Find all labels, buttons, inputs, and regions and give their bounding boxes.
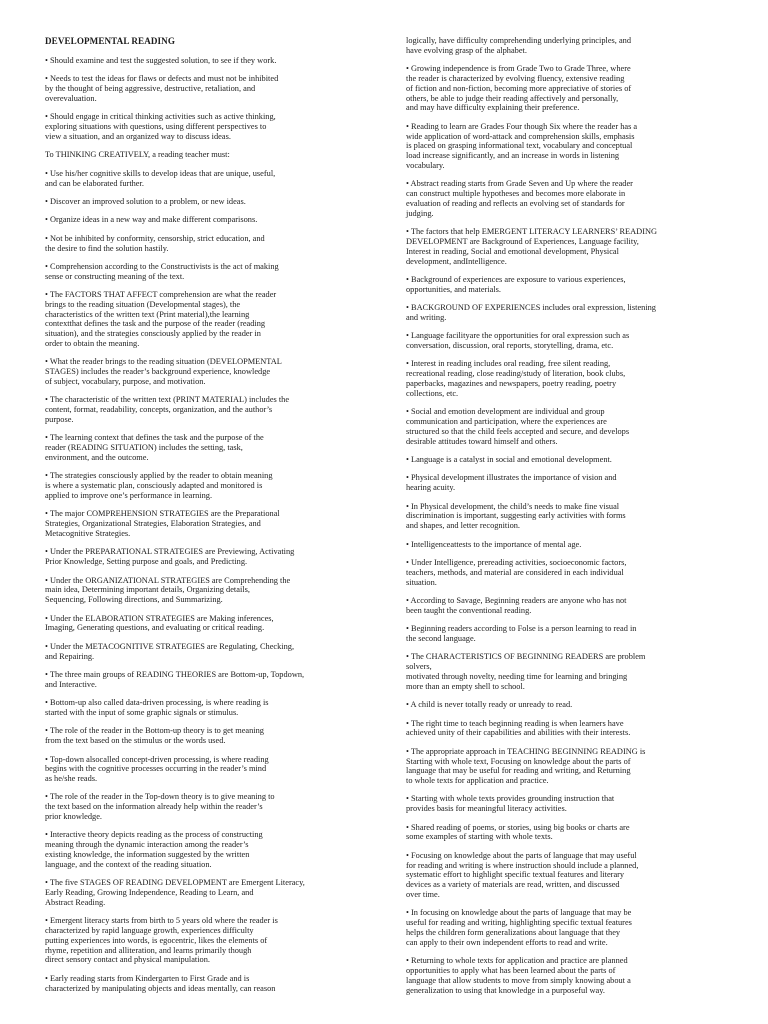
paragraph: • What the reader brings to the reading situation (DEVELOPMENTAL STAGES) includes the reader’s background experience, knowledge of subject, vocabulary, purpose, and motivation.: [45, 357, 282, 387]
paragraph: • Under Intelligence, prereading activities, socioeconomic factors, teachers, methods, and material are considered in each individual situation.: [406, 557, 627, 587]
paragraph: • Should engage in critical thinking activities such as active thinking, exploring situations with questions, using different perspectives to view a situation, and an organized way to discuss ideas.: [45, 112, 276, 141]
paragraph: • The characteristic of the written text (PRINT MATERIAL) includes the content, format, readability, concepts, organization, and the author’s purpose.: [45, 395, 290, 425]
paragraph: • Use his/her cognitive skills to develop ideas that are unique, useful, and can be elaborated further.: [45, 168, 276, 188]
paragraph: • Interactive theory depicts reading as the process of constructing meaning through the dynamic interaction among the reader’s existing knowledge, the information suggested by the written language, and the context of the reading situation.: [45, 830, 263, 869]
paragraph: • Should examine and test the suggested solution, to see if they work.: [45, 56, 277, 65]
paragraph: • Growing independence is from Grade Two to Grade Three, where the reader is characterized by evolving fluency, extensive reading of fiction and non-fiction, becoming more appreciative of stories of others, be able to judge their reading affectively and personally, and may have difficulty explaining their preference.: [406, 64, 632, 113]
right-column: [406, 36, 716, 1004]
paragraph: • Starting with whole texts provides grounding instruction that provides basis for meaningful literacy activities.: [406, 794, 615, 814]
paragraph: • Background of experiences are exposure to various experiences, opportunities, and materials.: [406, 274, 626, 294]
right-paragraph-list: [406, 36, 716, 995]
paragraph: • The role of the reader in the Bottom-up theory is to get meaning from the text based on the stimulus or the words used.: [45, 726, 264, 746]
paragraph: • Language facilityare the opportunities for oral expression such as conversation, discussion, oral reports, storytelling, drama, etc.: [406, 331, 630, 351]
paragraph: • Physical development illustrates the importance of vision and hearing acuity.: [406, 473, 617, 493]
paragraph: • Under the PREPARATIONAL STRATEGIES are Previewing, Activating Prior Knowledge, Setting purpose and goals, and Predicting.: [45, 547, 295, 567]
paragraph: • Under the METACOGNITIVE STRATEGIES are Regulating, Checking, and Repairing.: [45, 641, 295, 661]
paragraph: • Not be inhibited by conformity, censorship, strict education, and the desire to find the solution hastily.: [45, 233, 265, 253]
paragraph: • The FACTORS THAT AFFECT comprehension are what the reader brings to the reading situation (Developmental stages), the characteristics of the written text (Print material),the learning contextthat defines the task and the purpose of the reader (reading situation), and the strategies consciously applied by the reader in order to obtain the meaning.: [45, 290, 277, 349]
paragraph: • In Physical development, the child’s needs to make fine visual discrimination is important, suggesting early activities with forms and shapes, and letter recognition.: [406, 501, 626, 531]
paragraph: • Focusing on knowledge about the parts of language that may useful for reading and writing is where instruction should include a planned, systematic effort to highlight specific textual features and literary devices as a variety of materials are read, written, and discussed over time.: [406, 850, 639, 900]
paragraph: • Under the ORGANIZATIONAL STRATEGIES are Comprehending the main idea, Determining important details, Organizing details, Sequencing, Following directions, and Summarizing.: [45, 575, 291, 605]
paragraph: • Top-down alsocalled concept-driven processing, is where reading begins with the cognitive processes occurring in the reader’s mind as he/she reads.: [45, 754, 269, 784]
paragraph: • According to Savage, Beginning readers are anyone who has not been taught the conventional reading.: [406, 595, 627, 615]
paragraph: • Organize ideas in a new way and make different comparisons.: [45, 215, 258, 225]
paragraph: • The role of the reader in the Top-down theory is to give meaning to the text based on the information already help within the reader’s prior knowledge.: [45, 792, 275, 822]
paragraph: • Discover an improved solution to a problem, or new ideas.: [45, 196, 246, 206]
paragraph: • The five STAGES OF READING DEVELOPMENT are Emergent Literacy, Early Reading, Growing Independence, Reading to Learn, and Abstract Reading.: [45, 878, 305, 907]
paragraph: • Under the ELABORATION STRATEGIES are Making inferences, Imaging, Generating questions, and evaluating or critical reading.: [45, 613, 274, 633]
paragraph: To THINKING CREATIVELY, a reading teacher must:: [45, 150, 230, 160]
paragraph: • Abstract reading starts from Grade Seven and Up where the reader can construct multiple hypotheses and becomes more elaborate in evaluation of reading and reflects an evolving set of standards for judging.: [406, 179, 633, 218]
paragraph: • Reading to learn are Grades Four though Six where the reader has a wide application of word-attack and comprehension skills, emphasis is placed on grasping informational text, vocabulary and conceptual load increase significantly, and an increase in words in listening vocabulary.: [406, 121, 638, 170]
paragraph: • The factors that help EMERGENT LITERACY LEARNERS’ READING DEVELOPMENT are Background of Experiences, Language facility, Interest in reading, Social and emotional development, Physical development, andIntelligence.: [406, 227, 658, 266]
paragraph: • In focusing on knowledge about the parts of language that may be useful for reading and writing, highlighting specific textual features helps the children form generalizations about language that they can apply to their own independent efforts to read and write.: [406, 908, 632, 947]
paragraph: • The major COMPREHENSION STRATEGIES are the Preparational Strategies, Organizational Strategies, Elaboration Strategies, and Metacognitive Strategies.: [45, 509, 280, 538]
paragraph: • The right time to teach beginning reading is when learners have achieved unity of their capabilities and abilities with their interests.: [406, 718, 631, 738]
left-column: [45, 36, 345, 1002]
paragraph: • Language is a catalyst in social and emotional development.: [406, 455, 612, 465]
paragraph: • Shared reading of poems, or stories, using big books or charts are some examples of starting with whole texts.: [406, 822, 630, 842]
paragraph: • The three main groups of READING THEORIES are Bottom-up, Topdown, and Interactive.: [45, 669, 305, 689]
paragraph: • Social and emotion development are individual and group communication and participation, where the experiences are structured so that the child feels accepted and secure, and develops desirable attitudes toward himself and others.: [406, 407, 630, 446]
paragraph: • BACKGROUND OF EXPERIENCES includes oral expression, listening and writing.: [406, 303, 656, 322]
paragraph: • The CHARACTERISTICS OF BEGINNING READERS are problem solvers, motivated through novelty, needing time for learning and bringing more than an empty shell to school.: [406, 652, 646, 691]
paragraph: • Intelligenceattests to the importance of mental age.: [406, 539, 582, 549]
paragraph: • Interest in reading includes oral reading, free silent reading, recreational reading, close reading/study of literation, book clubs, paperbacks, magazines and newspapers, poetry reading, poetry collections, etc.: [406, 359, 626, 398]
paragraph: • Bottom-up also called data-driven processing, is where reading is started with the input of some graphic signals or stimulus.: [45, 698, 269, 717]
paragraph: • The learning context that defines the task and the purpose of the reader (READING SITUATION) includes the setting, task, environment, and the outcome.: [45, 433, 264, 463]
paragraph: • Early reading starts from Kindergarten to First Grade and is characterized by manipulating objects and ideas mentally, can reason: [45, 973, 276, 993]
paragraph: • Returning to whole texts for application and practice are planned opportunities to apply what has been learned about the parts of language that allow students to move from simply knowing about a generalization to using that knowledge in a purposeful way.: [406, 956, 631, 995]
paragraph: • The appropriate approach in TEACHING BEGINNING READING is Starting with whole text, Focusing on knowledge about the parts of language that may be useful for reading and writing, and Returning to whole texts for application and practice.: [406, 746, 646, 786]
left-paragraph-list: [45, 56, 345, 993]
document-title: DEVELOPMENTAL READING: [45, 36, 176, 46]
paragraph: • A child is never totally ready or unready to read.: [406, 700, 573, 710]
paragraph: • Beginning readers according to Folse is a person learning to read in the second language.: [406, 624, 637, 643]
paragraph: • The strategies consciously applied by the reader to obtain meaning is where a systematic plan, consciously adapted and monitored is applied to improve one’s performance in learning.: [45, 471, 273, 501]
paragraph: logically, have difficulty comprehending underlying principles, and have evolving grasp of the alphabet.: [406, 36, 631, 55]
paragraph: • Comprehension according to the Constructivists is the act of making sense or constructing meaning of the text.: [45, 261, 279, 281]
paragraph: • Needs to test the ideas for flaws or defects and must not be inhibited by the thought of being aggressive, destructive, retaliation, and overevaluation.: [45, 74, 279, 103]
paragraph: • Emergent literacy starts from birth to 5 years old where the reader is characterized by rapid language growth, experiences difficulty putting experiences into words, is egocentric, likes the elements of rhyme, repetition and alliteration, and learns primarily though direct sensory contact and physical manipulation.: [45, 916, 278, 965]
